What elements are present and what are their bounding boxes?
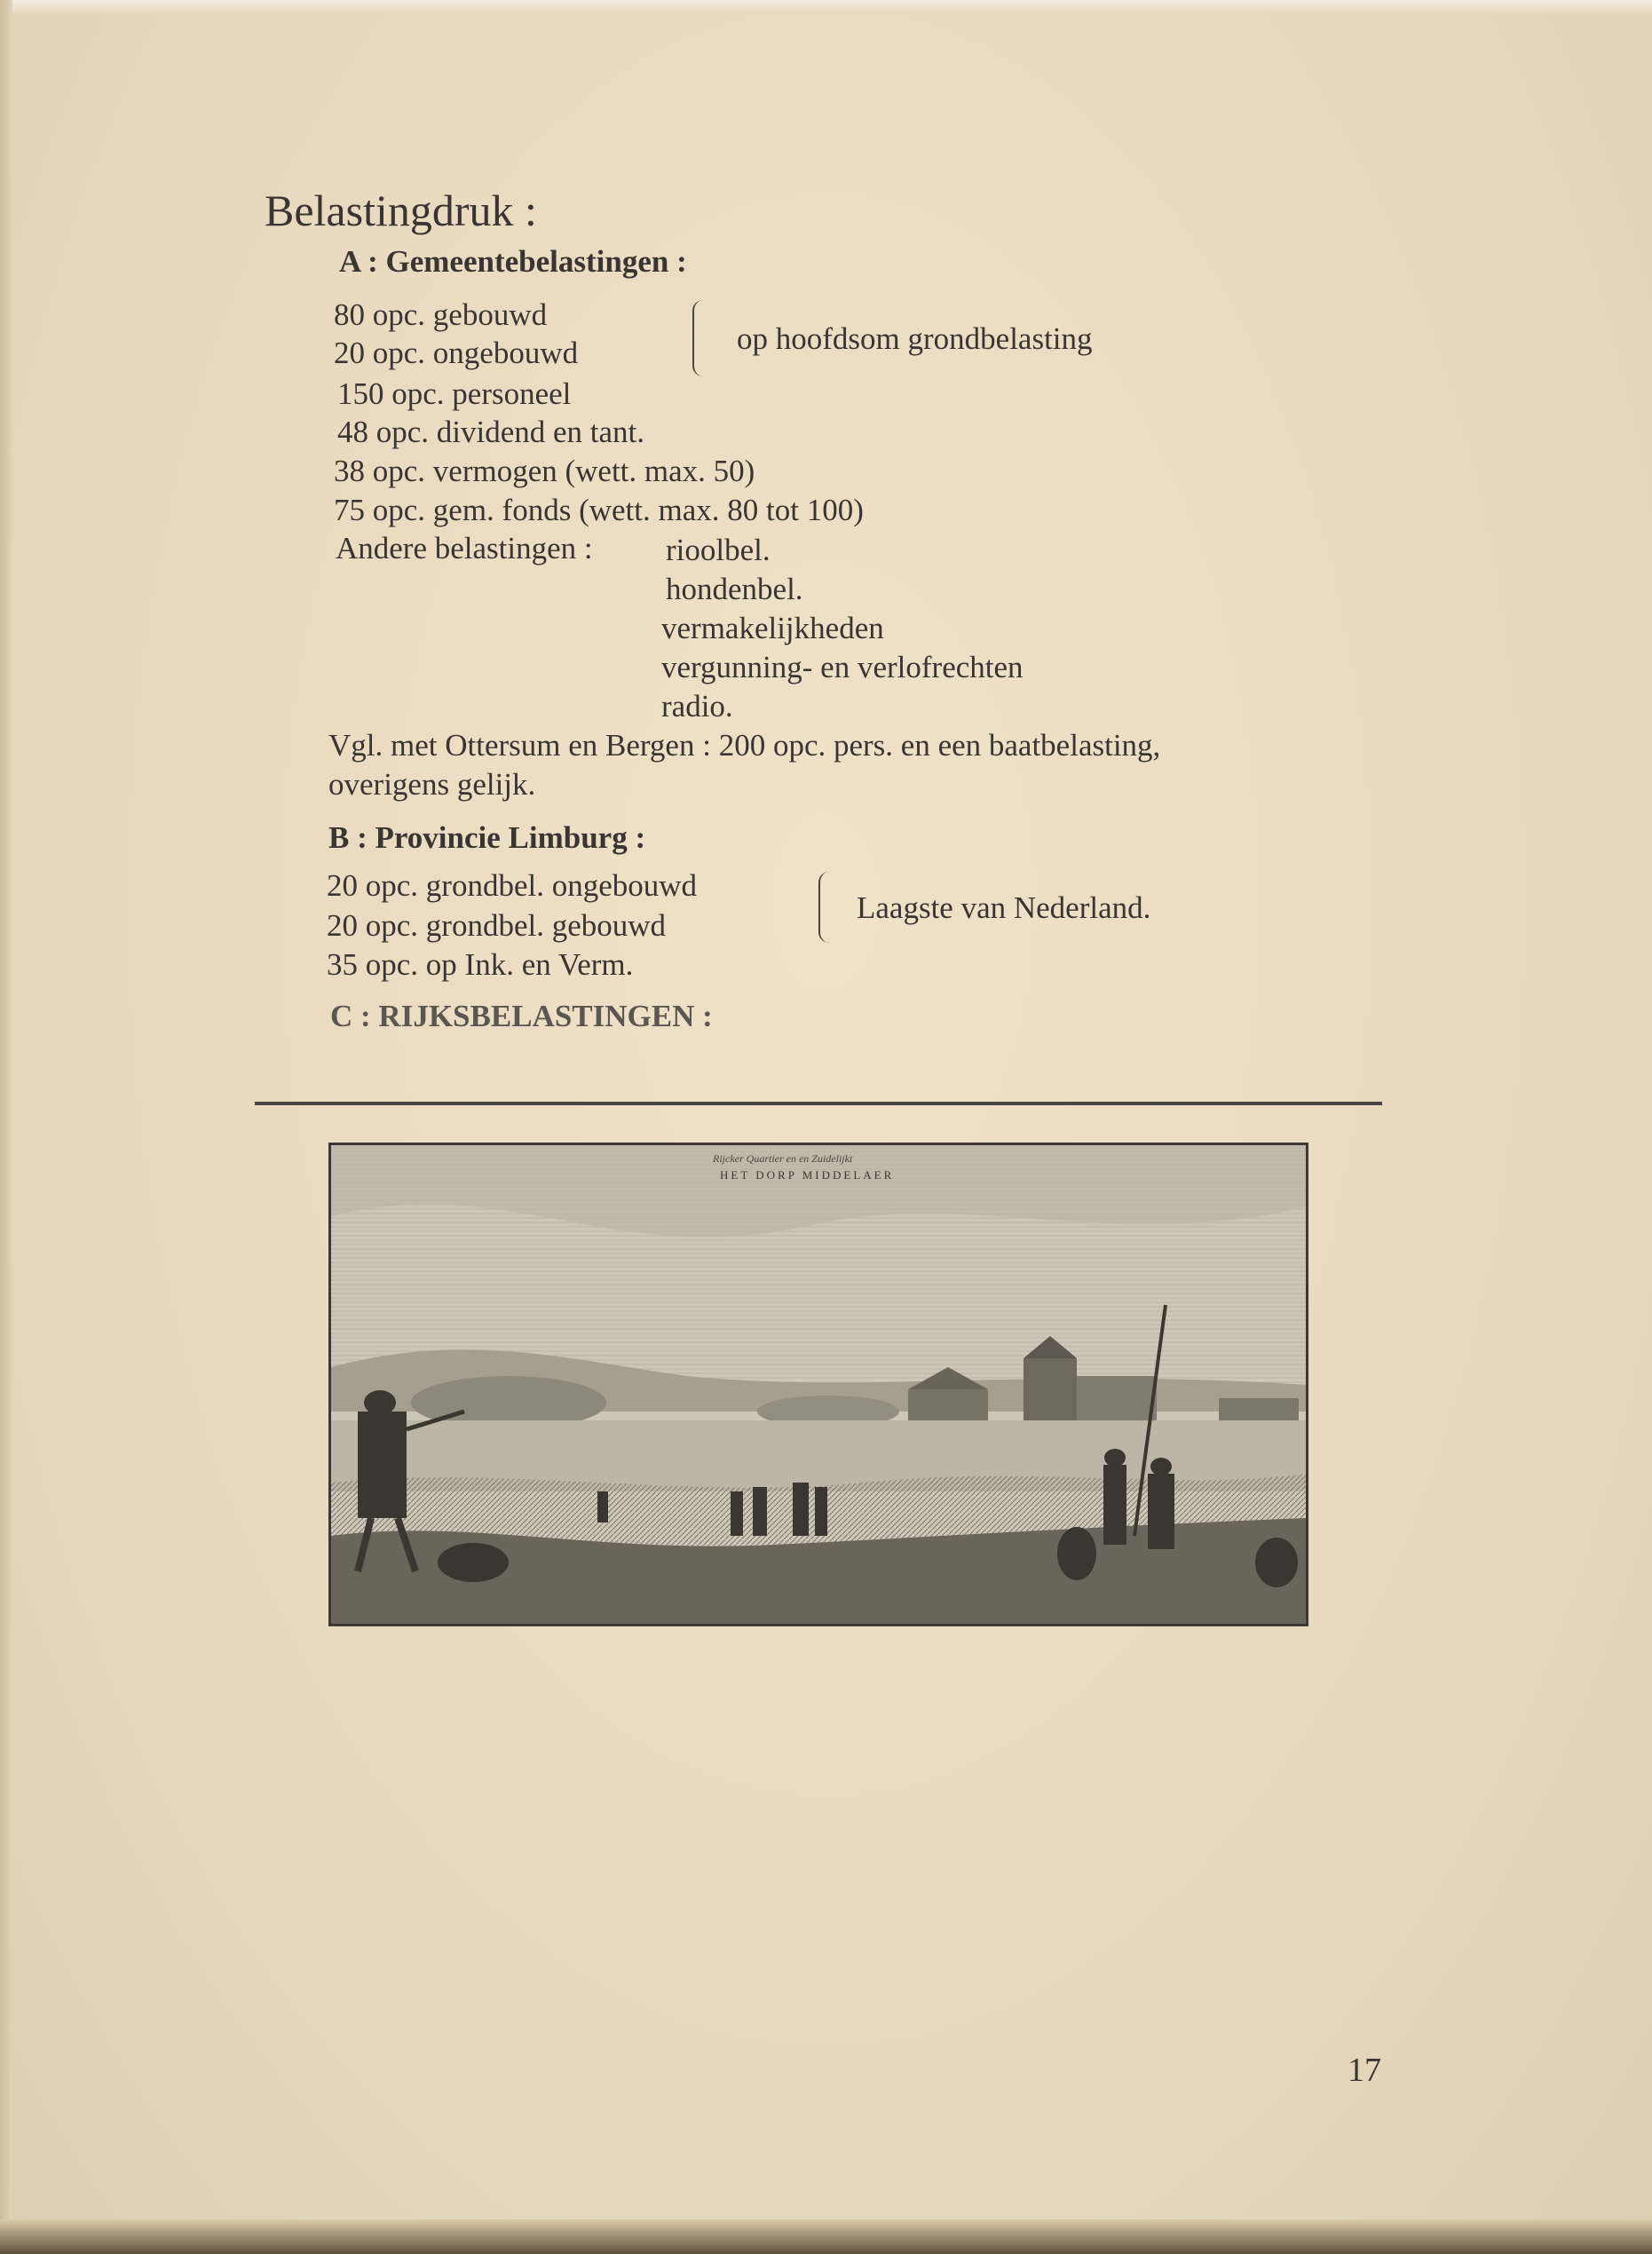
engraving-illustration [331, 1145, 1306, 1624]
other-tax-item: vergunning- en verlofrechten [661, 650, 1024, 684]
other-tax-item: radio. [661, 689, 733, 724]
section-b-brace [818, 872, 833, 943]
section-a-brace [692, 300, 707, 376]
page-binding-edge [0, 0, 12, 2254]
other-taxes-label: Andere belastingen : [336, 531, 593, 565]
page-number: 17 [1348, 2052, 1381, 2089]
section-b-line: 35 opc. op Ink. en Verm. [327, 947, 634, 982]
page-top-edge [0, 0, 1652, 14]
other-tax-item: hondenbel. [666, 572, 803, 606]
engraving-caption-main: HET DORP MIDDELAER [720, 1168, 895, 1182]
section-b-group-note: Laagste van Nederland. [857, 890, 1151, 925]
section-a-group-note: op hoofdsom grondbelasting [737, 321, 1093, 356]
horizontal-rule [255, 1102, 1382, 1105]
engraving-caption-small: Rijcker Quartier en en Zuidelijkt [713, 1152, 853, 1165]
section-c-title: C : RIJKSBELASTINGEN : [330, 999, 713, 1033]
comparison-text: overigens gelijk. [328, 767, 536, 802]
section-b-grouped-line: 20 opc. grondbel. gebouwd [327, 908, 667, 943]
section-a-grouped-line: 80 opc. gebouwd [334, 297, 548, 332]
page-heading: Belastingdruk : [265, 186, 537, 235]
village-engraving-image [328, 1143, 1308, 1626]
comparison-text: Vgl. met Ottersum en Bergen : 200 opc. pers. en een baatbelasting, [328, 728, 1161, 763]
other-tax-item: rioolbel. [666, 533, 771, 567]
section-a-grouped-line: 20 opc. ongebouwd [334, 336, 579, 370]
section-a-line: 38 opc. vermogen (wett. max. 50) [334, 454, 755, 488]
section-b-grouped-line: 20 opc. grondbel. ongebouwd [327, 868, 698, 903]
page-bottom-edge [0, 2219, 1652, 2254]
section-a-line: 48 opc. dividend en tant. [337, 415, 645, 449]
section-b-title: B : Provincie Limburg : [328, 820, 646, 855]
section-a-line: 150 opc. personeel [337, 376, 572, 411]
other-tax-item: vermakelijkheden [661, 611, 884, 645]
section-a-title: A : Gemeentebelastingen : [339, 244, 687, 279]
section-a-line: 75 opc. gem. fonds (wett. max. 80 tot 100) [334, 493, 864, 527]
